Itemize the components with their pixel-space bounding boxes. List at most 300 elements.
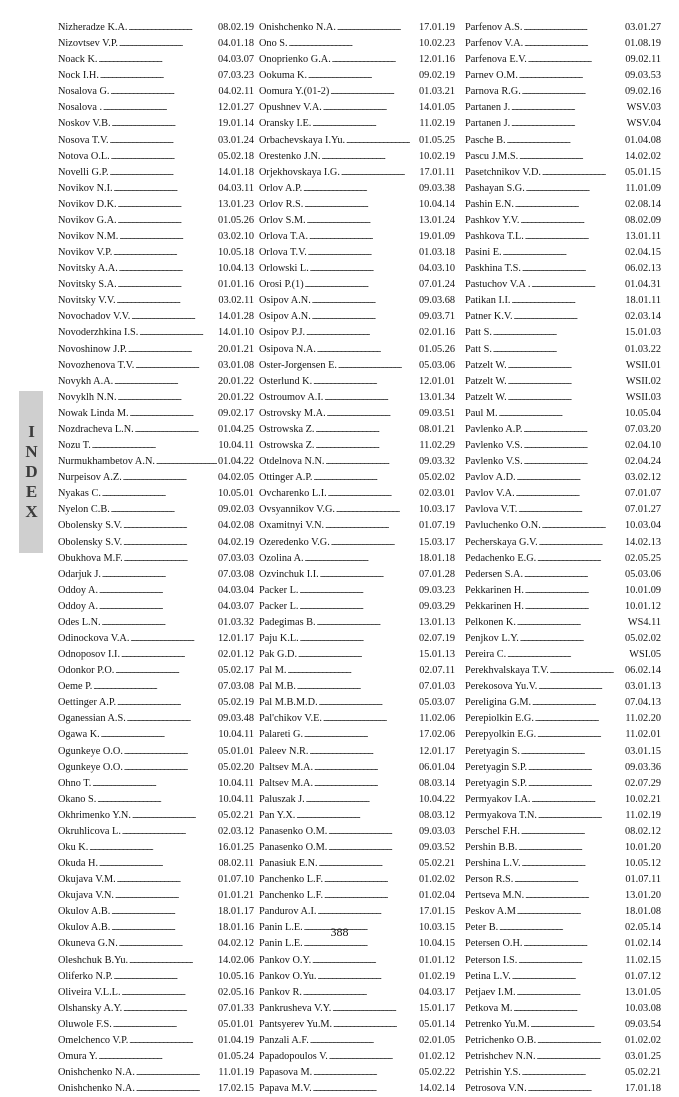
author-name: Orjekhovskaya I.G.: [259, 166, 340, 178]
dot-leader: [332, 52, 418, 68]
index-entry: [465, 695, 661, 711]
index-entry: [465, 149, 661, 165]
index-entry: [58, 181, 254, 197]
author-name: Novitsky V.V.: [58, 295, 116, 307]
abstract-code: 09.03.51: [418, 407, 455, 419]
dot-leader: [537, 1033, 624, 1049]
dot-leader: [323, 100, 418, 116]
index-entry: [58, 583, 254, 599]
index-entry: [465, 647, 661, 663]
index-entry: [58, 100, 254, 116]
abstract-code: 01.03.18: [418, 247, 455, 259]
index-entry: [259, 1049, 455, 1065]
author-name: Paul M.: [465, 407, 498, 419]
author-name: Ohno T.: [58, 777, 92, 789]
dot-leader: [117, 293, 218, 309]
abstract-code: 01.04.22: [217, 456, 254, 468]
index-entry: [259, 36, 455, 52]
abstract-code: 13.01.23: [217, 198, 254, 210]
abstract-code: 09.03.54: [624, 1018, 661, 1030]
author-name: Parfenov V.A.: [465, 38, 524, 50]
dot-leader: [317, 615, 418, 631]
abstract-code: 01.04.19: [217, 1034, 254, 1046]
dot-leader: [537, 727, 624, 743]
abstract-code: 01.02.04: [418, 890, 455, 902]
dot-leader: [333, 1017, 418, 1033]
abstract-code: 05.01.01: [217, 745, 254, 757]
abstract-code: 09.02.11: [625, 54, 661, 66]
author-name: Nosova T.V.: [58, 134, 109, 146]
dot-leader: [327, 406, 418, 422]
index-entry: [465, 711, 661, 727]
abstract-code: 14.01.10: [217, 327, 254, 339]
index-entry: [58, 261, 254, 277]
abstract-code: 17.02.15: [217, 1083, 254, 1095]
index-entry: [259, 68, 455, 84]
index-entry: [58, 631, 254, 647]
index-entry: [58, 213, 254, 229]
author-name: Onishchenko N.A.: [58, 1067, 135, 1079]
index-entry: [465, 744, 661, 760]
abstract-code: 07.01.33: [217, 1002, 254, 1014]
abstract-code: 09.03.38: [418, 182, 455, 194]
dot-leader: [307, 213, 418, 229]
index-entry: [259, 133, 455, 149]
dot-leader: [528, 1081, 624, 1097]
index-entry: [58, 20, 254, 36]
abstract-code: 01.02.19: [418, 970, 455, 982]
dot-leader: [338, 358, 418, 374]
dot-leader: [139, 325, 217, 341]
abstract-code: 03.01.27: [624, 22, 661, 33]
author-name: Odarjuk J.: [58, 568, 101, 580]
author-name: Pedersen S.A.: [465, 568, 524, 580]
author-name: Pankov O.Yu.: [259, 970, 317, 982]
abstract-code: 01.05.24: [217, 1051, 254, 1062]
index-entry: [465, 454, 661, 470]
abstract-code: 18.01.17: [217, 906, 254, 918]
author-name: Obolensky S.V.: [58, 520, 123, 532]
author-name: Osipov A.N.: [259, 311, 311, 323]
dot-leader: [524, 567, 624, 583]
author-name: Peretyagin S.: [465, 745, 520, 757]
author-name: Pashin E.N.: [465, 198, 514, 210]
abstract-code: 07.04.13: [624, 697, 661, 709]
dot-leader: [111, 502, 217, 518]
abstract-code: 07.03.08: [217, 681, 254, 693]
index-entry: [259, 969, 455, 985]
author-name: Padegimas B.: [259, 616, 316, 628]
author-name: Ottinger A.P.: [259, 472, 313, 484]
index-entry: [259, 1033, 455, 1049]
dot-leader: [114, 969, 217, 985]
author-name: Novelli G.P.: [58, 166, 109, 178]
index-entry: [465, 567, 661, 583]
index-entry: [259, 824, 455, 840]
author-name: Pershin B.B.: [465, 841, 518, 853]
dot-leader: [115, 888, 217, 904]
author-name: Oddoy A.: [58, 600, 99, 612]
author-name: Okruhlicova L.: [58, 825, 121, 837]
abstract-code: 05.02.21: [217, 809, 254, 821]
abstract-code: 02.08.14: [624, 198, 661, 210]
abstract-code: 09.02.16: [624, 86, 661, 98]
abstract-code: 10.05.12: [624, 858, 661, 870]
dot-leader: [315, 422, 417, 438]
abstract-code: 01.07.11: [625, 874, 661, 886]
dot-leader: [522, 84, 624, 100]
index-entry: [465, 486, 661, 502]
dot-leader: [331, 535, 418, 551]
abstract-code: 11.01.09: [625, 182, 661, 194]
index-entry: [259, 20, 455, 36]
index-entry: [58, 663, 254, 679]
abstract-code: 10.03.15: [418, 922, 455, 934]
dot-leader: [92, 438, 218, 454]
index-entry: [259, 567, 455, 583]
author-name: Ozvinchuk I.I.: [259, 568, 319, 580]
author-name: Novikov V.P.: [58, 247, 113, 259]
dot-leader: [328, 840, 418, 856]
abstract-code: 07.01.27: [624, 504, 661, 516]
dot-leader: [508, 374, 625, 390]
author-name: Panasenko O.M.: [259, 825, 328, 837]
author-name: Perepyolkin E.G.: [465, 729, 537, 741]
index-entry: [58, 149, 254, 165]
author-name: Permyakova T.N.: [465, 809, 537, 821]
abstract-code: 20.01.22: [217, 391, 254, 403]
dot-leader: [318, 904, 418, 920]
abstract-code: 10.04.15: [418, 938, 455, 950]
index-entry: [58, 390, 254, 406]
dot-leader: [525, 599, 624, 615]
index-entry: [465, 165, 661, 181]
index-entry: [58, 840, 254, 856]
abstract-code: 08.03.14: [418, 777, 455, 789]
abstract-code: 08.02.19: [217, 22, 254, 33]
dot-leader: [517, 470, 624, 486]
abstract-code: WSII.02: [625, 375, 661, 387]
author-name: Novikov D.K.: [58, 198, 117, 210]
abstract-code: 01.05.25: [418, 134, 455, 146]
dot-leader: [110, 133, 217, 149]
dot-leader: [130, 406, 217, 422]
abstract-code: 01.02.12: [418, 1051, 455, 1062]
index-entry: [58, 792, 254, 808]
index-entry: [58, 52, 254, 68]
index-entry: [465, 84, 661, 100]
dot-leader: [309, 229, 418, 245]
author-name: Ozeredenko V.G.: [259, 536, 330, 548]
author-name: Paluszak J.: [259, 793, 305, 805]
dot-leader: [521, 824, 624, 840]
abstract-code: 06.02.13: [624, 263, 661, 275]
author-name: Orbachevskaya I.Yu.: [259, 134, 346, 146]
author-name: Partanen J.: [465, 118, 511, 130]
dot-leader: [129, 1033, 217, 1049]
dot-leader: [518, 840, 624, 856]
author-name: Pashkova T.L.: [465, 231, 524, 243]
author-name: Penjkov L.Y.: [465, 632, 519, 644]
index-entry: [259, 953, 455, 969]
abstract-code: 17.01.15: [418, 906, 455, 918]
abstract-code: 01.01.16: [217, 279, 254, 291]
index-entry: [259, 454, 455, 470]
author-name: Pekkarinen H.: [465, 600, 524, 612]
author-name: Noack K.: [58, 54, 98, 66]
abstract-code: WSV.04: [626, 118, 661, 130]
abstract-code: 01.03.21: [418, 86, 455, 98]
abstract-code: 04.03.07: [217, 54, 254, 66]
author-name: Panin L.E.: [259, 938, 303, 950]
dot-leader: [287, 663, 418, 679]
abstract-code: 02.01.16: [418, 327, 455, 339]
abstract-code: 09.02.03: [217, 504, 254, 516]
abstract-code: 05.02.21: [418, 858, 455, 870]
dot-leader: [121, 647, 217, 663]
index-entry: [465, 229, 661, 245]
author-name: Pavlova V.T.: [465, 504, 518, 516]
author-name: Ogawa K.: [58, 729, 100, 741]
author-name: Osipova N.A.: [259, 343, 316, 355]
index-entry: [58, 744, 254, 760]
index-entry: [465, 116, 661, 132]
dot-leader: [539, 535, 624, 551]
author-name: Pasche B.: [465, 134, 506, 146]
dot-leader: [524, 438, 624, 454]
index-entry: [465, 36, 661, 52]
author-name: Nizheradze K.A.: [58, 22, 128, 33]
index-entry: [58, 36, 254, 52]
author-name: Petina L.V.: [465, 970, 511, 982]
index-entry: [58, 165, 254, 181]
dot-leader: [507, 133, 624, 149]
dot-leader: [130, 631, 217, 647]
abstract-code: 08.02.12: [624, 825, 661, 837]
dot-leader: [515, 197, 624, 213]
author-name: Oganessian A.S.: [58, 713, 126, 725]
author-name: Noskov V.B.: [58, 118, 111, 130]
index-entry: [465, 358, 661, 374]
abstract-code: 11.02.15: [625, 954, 661, 966]
index-entry: [58, 985, 254, 1001]
author-name: Parnova R.G.: [465, 86, 521, 98]
index-entry: [58, 325, 254, 341]
author-name: Osipov P.J.: [259, 327, 306, 339]
index-entry: [465, 502, 661, 518]
page-number: 388: [330, 925, 349, 939]
author-name: Patzelt W.: [465, 359, 507, 371]
author-name: Orlova T.A.: [259, 231, 309, 243]
dot-leader: [112, 116, 217, 132]
abstract-code: 05.02.02: [418, 472, 455, 484]
index-entry: [58, 374, 254, 390]
index-entry: [58, 1033, 254, 1049]
index-entry: [465, 52, 661, 68]
author-name: Oddoy A.: [58, 584, 99, 596]
dot-leader: [304, 197, 418, 213]
author-name: Oku K.: [58, 841, 89, 853]
author-name: Packer L.: [259, 600, 299, 612]
author-name: Pal M.: [259, 665, 287, 677]
index-entry: [58, 68, 254, 84]
dot-leader: [303, 985, 418, 1001]
index-entry: [58, 1001, 254, 1017]
abstract-code: 14.01.28: [217, 311, 254, 323]
index-entry: [465, 325, 661, 341]
index-entry: [58, 1081, 254, 1097]
abstract-code: 01.07.10: [217, 874, 254, 886]
index-entry: [58, 872, 254, 888]
author-name: Ovsyannikov V.G.: [259, 504, 335, 516]
index-entry: [465, 856, 661, 872]
dot-leader: [314, 470, 418, 486]
abstract-code: WSII.03: [625, 391, 661, 403]
dot-leader: [319, 695, 418, 711]
abstract-code: 10.01.20: [624, 841, 661, 853]
abstract-code: 01.07.12: [624, 970, 661, 982]
abstract-code: 06.02.14: [624, 665, 661, 677]
abstract-code: 01.04.08: [624, 134, 661, 146]
author-name: Oransky I.E.: [259, 118, 312, 130]
index-entry: [58, 342, 254, 358]
abstract-code: 07.01.28: [418, 568, 455, 580]
author-name: Patt S.: [465, 327, 492, 339]
dot-leader: [508, 390, 625, 406]
abstract-code: 11.02.06: [419, 713, 455, 725]
index-entry: [465, 808, 661, 824]
index-entry: [465, 1049, 661, 1065]
abstract-code: 05.03.06: [418, 359, 455, 371]
dot-leader: [123, 518, 217, 534]
abstract-code: 10.01.12: [624, 600, 661, 612]
abstract-code: 01.08.19: [624, 38, 661, 50]
author-name: Nosalova G.: [58, 86, 110, 98]
abstract-code: 10.04.13: [217, 263, 254, 275]
dot-leader: [299, 583, 418, 599]
abstract-code: 02.07.19: [418, 632, 455, 644]
author-name: Novochadov V.V.: [58, 311, 131, 323]
index-entry: [58, 904, 254, 920]
author-name: Orlova T.V.: [259, 247, 307, 259]
author-name: Pan Y.X.: [259, 809, 296, 821]
abstract-code: 01.04.31: [624, 279, 661, 291]
index-entry: [259, 52, 455, 68]
abstract-code: 04.02.12: [217, 938, 254, 950]
dot-leader: [535, 711, 624, 727]
dot-leader: [111, 149, 217, 165]
abstract-code: 01.01.21: [217, 890, 254, 902]
dot-leader: [313, 374, 418, 390]
dot-leader: [519, 149, 624, 165]
dot-leader: [312, 953, 418, 969]
dot-leader: [508, 358, 625, 374]
author-name: Odinockova V.A.: [58, 632, 130, 644]
dot-leader: [525, 583, 624, 599]
index-entry: [58, 486, 254, 502]
dot-leader: [522, 856, 624, 872]
author-name: Ogunkeye O.O.: [58, 745, 123, 757]
dot-leader: [99, 856, 217, 872]
dot-leader: [123, 1001, 217, 1017]
index-entry: [259, 518, 455, 534]
dot-leader: [135, 358, 217, 374]
abstract-code: 18.01.16: [217, 922, 254, 934]
index-entry: [465, 374, 661, 390]
index-entry: [465, 1033, 661, 1049]
dot-leader: [128, 20, 216, 36]
index-entry: [259, 840, 455, 856]
dot-leader: [92, 776, 217, 792]
abstract-code: 11.02.20: [625, 713, 661, 725]
dot-leader: [315, 438, 418, 454]
dot-leader: [98, 1049, 216, 1065]
dot-leader: [99, 583, 217, 599]
index-entry: [465, 1017, 661, 1033]
author-name: Petrichenko O.B.: [465, 1034, 537, 1046]
abstract-code: 05.03.06: [624, 568, 661, 580]
abstract-code: 03.01.15: [624, 745, 661, 757]
author-name: Ozolina A.: [259, 552, 304, 564]
author-name: Otdelnova N.N.: [259, 456, 325, 468]
abstract-code: 08.02.11: [218, 858, 254, 870]
index-entry: [58, 518, 254, 534]
index-entry: [465, 181, 661, 197]
author-name: Okuneva G.N.: [58, 938, 118, 950]
dot-leader: [325, 518, 418, 534]
abstract-code: 05.01.01: [217, 1018, 254, 1030]
index-entry: [259, 197, 455, 213]
author-name: Pereira C.: [465, 649, 507, 661]
abstract-code: 19.01.09: [418, 231, 455, 243]
index-entry: [465, 406, 661, 422]
author-name: Odes L.N.: [58, 616, 101, 628]
author-name: Osterlund K.: [259, 375, 313, 387]
index-entry: [259, 1001, 455, 1017]
index-entry: [58, 647, 254, 663]
abstract-code: 10.03.17: [418, 504, 455, 516]
author-name: Omura Y.: [58, 1051, 98, 1062]
index-entry: [259, 727, 455, 743]
dot-leader: [131, 309, 217, 325]
index-entry: [465, 888, 661, 904]
index-entry: [465, 438, 661, 454]
dot-leader: [499, 406, 624, 422]
author-name: Peretyagin S.P.: [465, 761, 528, 773]
abstract-code: 04.03.07: [217, 600, 254, 612]
author-name: Pal M.B.: [259, 681, 296, 693]
abstract-code: 13.01.24: [418, 214, 455, 226]
dot-leader: [123, 470, 217, 486]
abstract-code: 09.03.48: [217, 713, 254, 725]
index-entry: [259, 374, 455, 390]
abstract-code: 10.05.04: [624, 407, 661, 419]
dot-leader: [114, 374, 217, 390]
index-entry: [58, 197, 254, 213]
abstract-code: 09.03.29: [418, 600, 455, 612]
abstract-code: 01.03.22: [624, 343, 661, 355]
abstract-code: 07.03.23: [217, 70, 254, 82]
dot-leader: [110, 84, 217, 100]
index-entry: [58, 824, 254, 840]
author-name: Orlov A.P.: [259, 182, 303, 194]
index-entry: [259, 325, 455, 341]
abstract-code: 11.02.29: [419, 440, 455, 452]
author-name: Peter B.: [465, 922, 499, 934]
abstract-code: 13.01.34: [418, 391, 455, 403]
dot-leader: [118, 213, 217, 229]
abstract-code: 01.04.25: [217, 423, 254, 435]
